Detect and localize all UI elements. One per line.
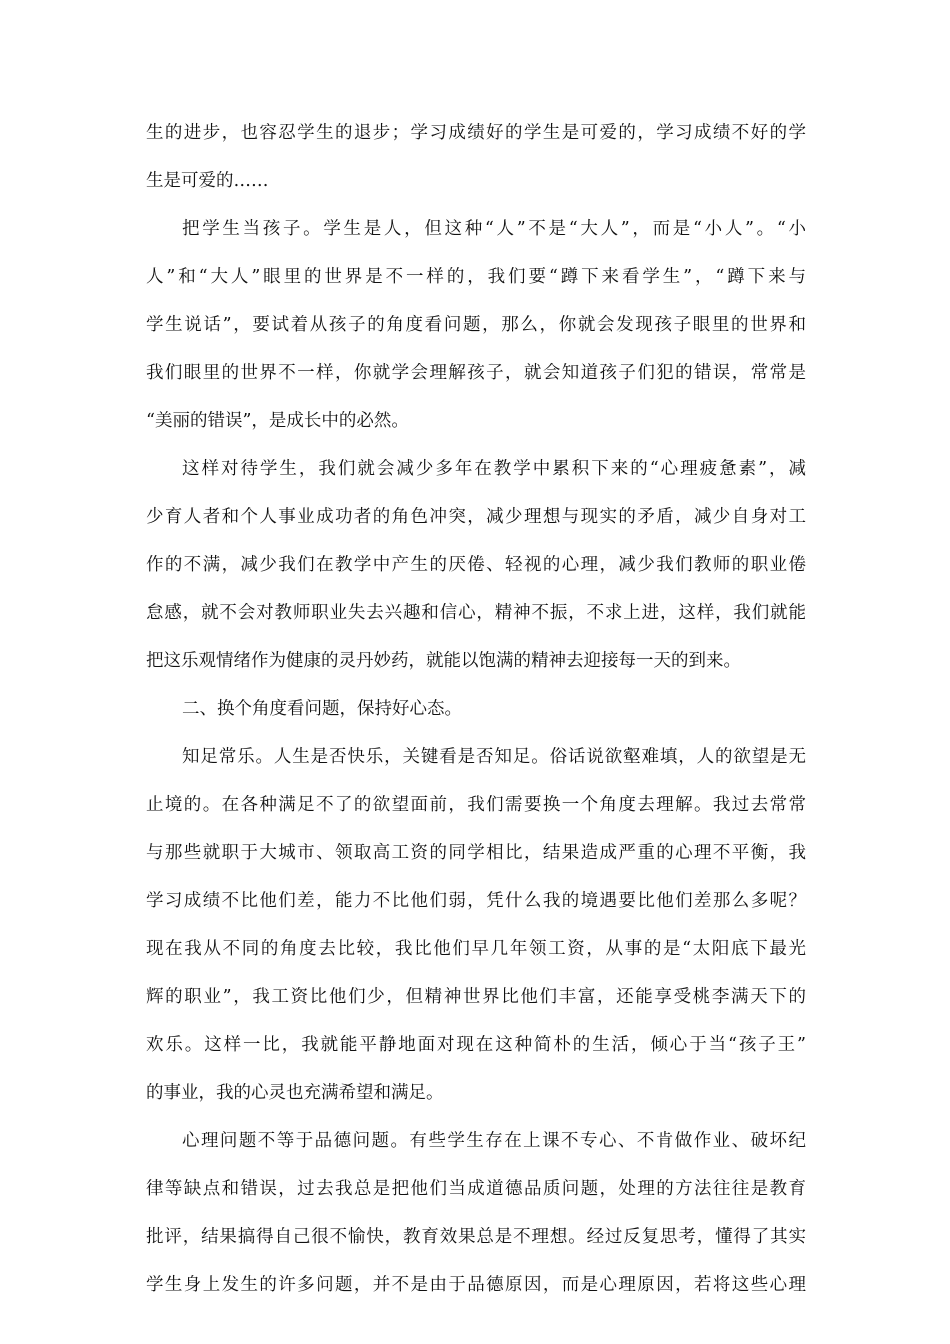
text-line: 现在我从不同的角度去比较，我比他们早几年领工资，从事的是“太阳底下最光 — [146, 939, 806, 959]
text-line: 与那些就职于大城市、领取高工资的同学相比，结果造成严重的心理不平衡，我 — [146, 843, 806, 863]
text-line: 辉的职业”，我工资比他们少，但精神世界比他们丰富，还能享受桃李满天下的 — [146, 987, 806, 1007]
text-line: “美丽的错误”，是成长中的必然。 — [146, 411, 409, 431]
text-line: 学生说话”，要试着从孩子的角度看问题，那么，你就会发现孩子眼里的世界和 — [146, 315, 806, 335]
text-line: 少育人者和个人事业成功者的角色冲突，减少理想与现实的矛盾，减少自身对工 — [146, 507, 806, 527]
text-line: 律等缺点和错误，过去我总是把他们当成道德品质问题，处理的方法往往是教育 — [146, 1179, 806, 1199]
section-heading: 二、换个角度看问题，保持好心态。 — [182, 699, 462, 719]
text-line: 把这乐观情绪作为健康的灵丹妙药，就能以饱满的精神去迎接每一天的到来。 — [146, 651, 741, 671]
text-line: 生的进步，也容忍学生的退步；学习成绩好的学生是可爱的，学习成绩不好的学 — [146, 123, 806, 143]
text-line: 我们眼里的世界不一样，你就学会理解孩子，就会知道孩子们犯的错误，常常是 — [146, 363, 806, 383]
text-line: 把学生当孩子。学生是人，但这种“人”不是“大人”，而是“小人”。“小 — [182, 219, 806, 239]
text-line: 生是可爱的…… — [146, 171, 269, 191]
text-line: 的事业，我的心灵也充满希望和满足。 — [146, 1083, 444, 1103]
text-line: 心理问题不等于品德问题。有些学生存在上课不专心、不肯做作业、破坏纪 — [182, 1131, 806, 1151]
text-line: 人”和“大人”眼里的世界是不一样的，我们要“蹲下来看学生”，“蹲下来与 — [146, 267, 806, 287]
text-line: 这样对待学生，我们就会减少多年在教学中累积下来的“心理疲惫素”，减 — [182, 459, 806, 479]
text-line: 止境的。在各种满足不了的欲望面前，我们需要换一个角度去理解。我过去常常 — [146, 795, 806, 815]
text-line: 欢乐。这样一比，我就能平静地面对现在这种简朴的生活，倾心于当“孩子王” — [146, 1035, 806, 1055]
text-line: 学习成绩不比他们差，能力不比他们弱，凭什么我的境遇要比他们差那么多呢？ — [146, 891, 806, 911]
text-line: 作的不满，减少我们在教学中产生的厌倦、轻视的心理，减少我们教师的职业倦 — [146, 555, 806, 575]
text-line: 知足常乐。人生是否快乐，关键看是否知足。俗话说欲壑难填，人的欲望是无 — [182, 747, 806, 767]
text-line: 批评，结果搞得自己很不愉快，教育效果总是不理想。经过反复思考，懂得了其实 — [146, 1227, 806, 1247]
text-line: 怠感，就不会对教师职业失去兴趣和信心，精神不振，不求上进，这样，我们就能 — [146, 603, 806, 623]
text-line: 学生身上发生的许多问题，并不是由于品德原因，而是心理原因，若将这些心理 — [146, 1275, 806, 1295]
